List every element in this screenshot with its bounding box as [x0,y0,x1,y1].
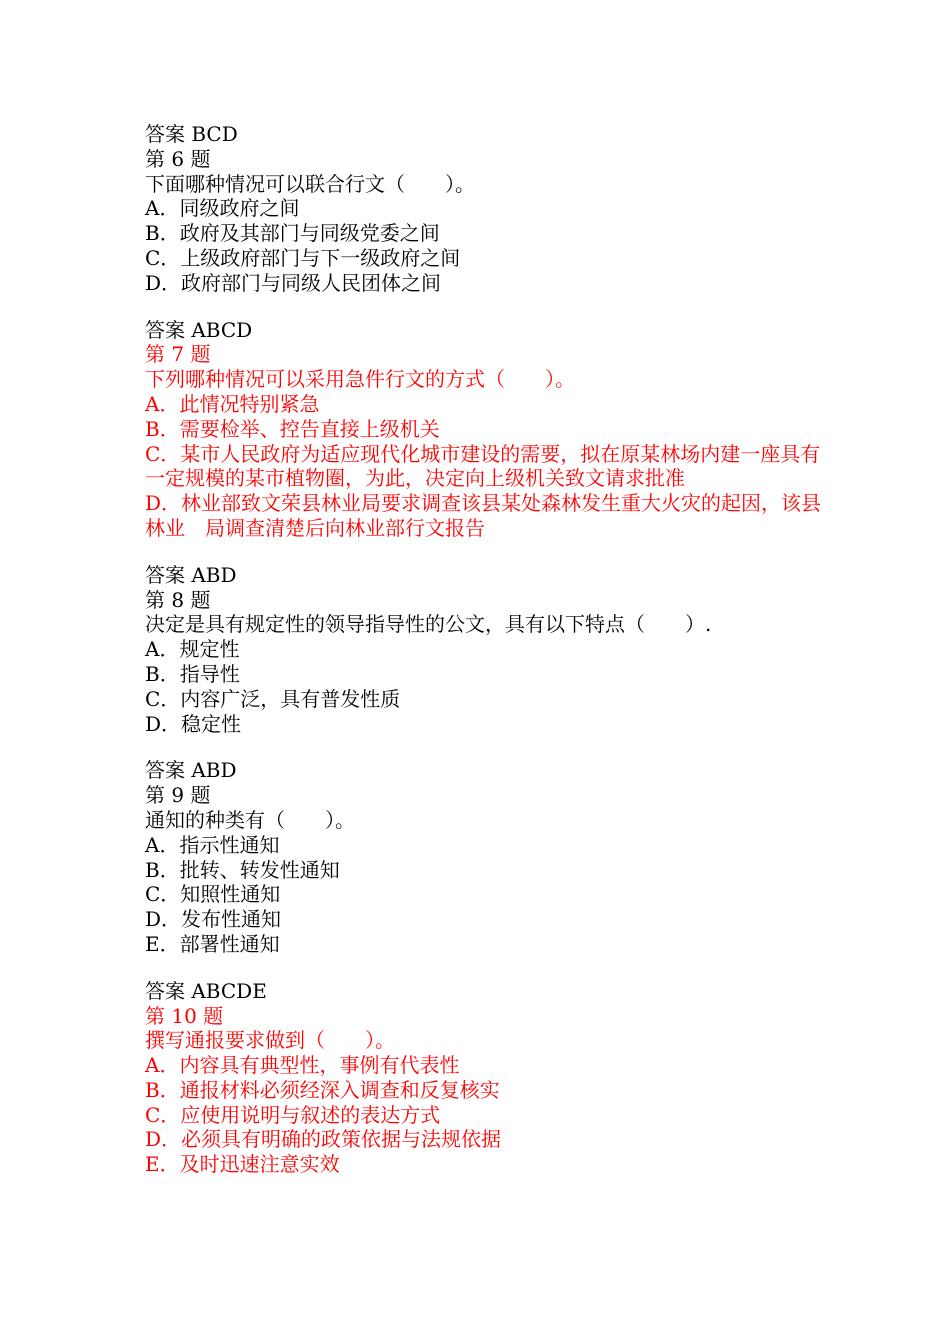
option-b: B．批转、转发性通知 [145,857,340,882]
question-number: 第 6 题 [145,146,211,171]
option-b: B．指导性 [145,661,240,686]
option-d: D．政府部门与同级人民团体之间 [145,270,442,295]
option-b: B．通报材料必须经深入调查和反复核实 [145,1077,500,1102]
question-number: 第 8 题 [145,587,211,612]
option-c: C．知照性通知 [145,882,281,907]
spacer [145,957,825,979]
question-number: 第 7 题 [145,342,211,367]
option-c: C．应使用说明与叙述的表达方式 [145,1102,441,1127]
spacer [145,296,825,318]
question-text: 通知的种类有（ ）。 [145,807,355,832]
option-d: D．林业部致文荣县林业局要求调查该县某处森林发生重大火灾的起因，该县林业 局调查清楚后向林业部行文报告 [145,491,822,540]
document-page [145,122,825,1177]
question-text: 决定是具有规定性的领导指导性的公文，具有以下特点（ ）. [145,612,712,637]
answer-text: 答案 ABD [145,758,237,783]
answer-text: 答案 ABCD [145,317,253,342]
option-c: C．内容广泛，具有普发性质 [145,686,401,711]
question-block-highlighted [145,1004,825,1178]
option-b: B．政府及其部门与同级党委之间 [145,221,440,246]
answer-text: 答案 BCD [145,122,238,146]
option-d: D．稳定性 [145,711,242,736]
question-number: 第 9 题 [145,783,211,808]
option-a: A．此情况特别紧急 [145,391,320,416]
answer-text: 答案 ABD [145,562,237,587]
question-text: 下列哪种情况可以采用急件行文的方式（ ）。 [145,367,575,392]
spacer [145,736,825,758]
option-b: B．需要检举、控告直接上级机关 [145,416,440,441]
option-d: D．必须具有明确的政策依据与法规依据 [145,1127,502,1152]
spacer [145,541,825,563]
question-text: 下面哪种情况可以联合行文（ ）。 [145,171,475,196]
option-d: D．发布性通知 [145,907,282,932]
answer-text: 答案 ABCDE [145,978,267,1003]
question-text: 撰写通报要求做到（ ）。 [145,1028,395,1053]
option-c: C．某市人民政府为适应现代化城市建设的需要，拟在原某林场内建一座具有一定规模的某市植物圈，为此，决定向上级机关致文请求批准 [145,441,821,491]
option-a: A．内容具有典型性，事例有代表性 [145,1053,460,1078]
question-block-highlighted [145,342,825,540]
option-a: A．指示性通知 [145,832,280,857]
option-e: E．部署性通知 [145,931,280,956]
option-e: E．及时迅速注意实效 [145,1152,340,1177]
option-c: C．上级政府部门与下一级政府之间 [145,245,461,270]
option-a: A．规定性 [145,637,240,662]
question-number: 第 10 题 [145,1003,224,1028]
option-a: A．同级政府之间 [145,196,300,221]
